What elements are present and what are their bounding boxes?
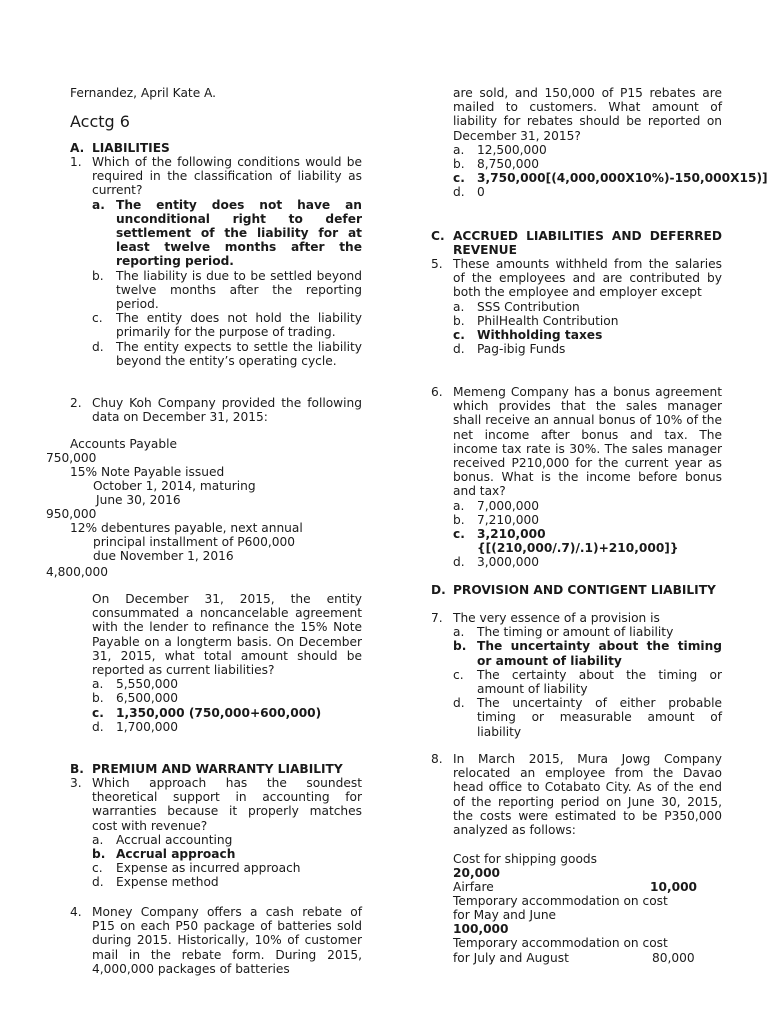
option-b: b. The liability is due to be settled beyond twelve months after the reporting period.	[92, 268, 362, 312]
question-4-continued	[453, 86, 768, 200]
option-b: b. PhilHealth Contribution	[453, 313, 619, 328]
question-number: 6.	[431, 385, 443, 399]
question-3	[70, 776, 362, 890]
question-number: 7.	[431, 611, 443, 625]
question-text: Which of the following conditions would be required in the classification of liability as current?	[92, 155, 362, 198]
temp-accommodation-1-line2: for May and June	[453, 908, 557, 922]
option-a: a. Accrual accounting	[92, 832, 233, 847]
question-text: The very essence of a provision is	[453, 611, 660, 625]
shipping-amount: 20,000	[453, 866, 501, 880]
author-name: Fernandez, April Kate A.	[70, 86, 217, 100]
question-2	[70, 396, 362, 424]
question-text: Money Company offers a cash rebate of P15 on each P50 package of batteries sold during 2015. Historically, 10% of customer mail in the rebate form. During 2015, 4,000,000 packages of batteries	[92, 905, 362, 976]
option-a-answer: a. The entity does not have an unconditional right to defer settlement of the liability for at least twelve months after the reporting period.	[92, 197, 362, 269]
question-number: 4.	[70, 905, 82, 919]
question-4	[70, 905, 362, 976]
question-text: are sold, and 150,000 of P15 rebates are mailed to customers. What amount of liability for rebates should be reported on December 31, 2015?	[453, 86, 722, 143]
question-number: 5.	[431, 257, 443, 271]
option-c-answer: c. 3,750,000[(4,000,000X10%)-150,000X15)]	[453, 171, 768, 186]
question-text: Which approach has the soundest theoretical support in accounting for warranties because it properly matches cost with revenue?	[92, 776, 362, 833]
temp-accommodation-1-line1: Temporary accommodation on cost	[453, 894, 668, 908]
option-b: b. 7,210,000	[453, 512, 540, 527]
option-c-answer: c. Withholding taxes	[453, 328, 603, 343]
note-payable-line2: October 1, 2014, maturing	[93, 479, 256, 493]
question-text: In March 2015, Mura Jowg Company relocated an employee from the Davao head office to Cotabato City. As of the end of the reporting period on June 30, 2015, the costs were estimated to be P350,000 analyzed as follows:	[453, 752, 722, 838]
question-6	[431, 385, 722, 570]
option-a: a. SSS Contribution	[453, 299, 580, 314]
option-a: a. 5,550,000	[92, 677, 179, 692]
section-title: LIABILITIES	[92, 141, 170, 155]
option-d: d. The uncertainty of either probable timing or measurable amount of liability	[453, 696, 722, 739]
temp-accommodation-2-line2: for July and August	[453, 951, 569, 965]
section-b-heading: B. PREMIUM AND WARRANTY LIABILITY	[70, 762, 343, 776]
question-number: 1.	[70, 155, 82, 169]
option-b-answer: b. The uncertainty about the timing or amount of liability	[453, 639, 722, 668]
note-payable-amount: 950,000	[46, 507, 97, 521]
question-number: 3.	[70, 776, 82, 790]
shipping-label: Cost for shipping goods	[453, 852, 597, 866]
accounts-payable-label: Accounts Payable	[70, 437, 178, 451]
option-c: c. Expense as incurred approach	[92, 861, 301, 876]
question-text: Memeng Company has a bonus agreement which provides that the sales manager shall receive an annual bonus of 10% of the net income after bonus and tax. The income tax rate is 30%. The sales manager received P210,000 for the current year as bonus. What is the income before bonus and tax?	[453, 385, 722, 499]
note-payable-line1: 15% Note Payable issued	[70, 465, 225, 479]
question-8	[431, 752, 722, 837]
question-5	[431, 257, 722, 356]
debentures-amount: 4,800,000	[46, 565, 109, 579]
option-b-answer: b. Accrual approach	[92, 847, 236, 862]
question-7	[431, 611, 722, 739]
option-c-answer: c. 1,350,000 (750,000+600,000)	[92, 705, 322, 720]
question-number: 2.	[70, 396, 82, 410]
section-d-heading: D. PROVISION AND CONTIGENT LIABILITY	[431, 583, 716, 597]
section-c-heading: C. ACCRUED LIABILITIES AND DEFERRED REVENUE	[431, 229, 722, 258]
section-letter: A.	[70, 141, 85, 155]
debentures-line2: principal installment of P600,000	[93, 535, 296, 549]
airfare-label: Airfare	[453, 880, 494, 894]
option-a: a. 12,500,000	[453, 142, 547, 157]
option-c-answer: c. 3,210,000 {[(210,000/.7)/.1)+210,000]}	[453, 527, 679, 556]
debentures-line1: 12% debentures payable, next annual	[70, 521, 303, 535]
temp-accommodation-1-amount: 100,000	[453, 922, 509, 936]
question-text: Chuy Koh Company provided the following data on December 31, 2015:	[92, 396, 362, 425]
option-c: c. The entity does not hold the liability primarily for the purpose of trading.	[92, 311, 362, 340]
airfare-amount: 10,000	[650, 880, 698, 894]
note-payable-line3: June 30, 2016	[96, 493, 181, 507]
option-d: d. 1,700,000	[92, 719, 179, 734]
option-b: b. 6,500,000	[92, 691, 179, 706]
question-text: These amounts withheld from the salaries of the employees and are contributed by both the employee and employer except	[453, 257, 722, 300]
temp-accommodation-2-amount: 80,000	[652, 951, 695, 965]
option-d: d. Expense method	[92, 875, 219, 890]
course-title: Acctg 6	[70, 112, 130, 131]
option-b: b. 8,750,000	[453, 157, 540, 172]
question-1	[70, 155, 362, 368]
option-a: a. 7,000,000	[453, 498, 540, 513]
option-d: d. The entity expects to settle the liability beyond the entity’s operating cycle.	[92, 339, 362, 368]
section-a-heading	[70, 141, 362, 155]
debentures-line3: due November 1, 2016	[93, 549, 234, 563]
option-d: d. 3,000,000	[453, 555, 540, 570]
question-2-body	[92, 592, 362, 734]
option-c: c. The certainty about the timing or amount of liability	[453, 667, 722, 697]
question-paragraph: On December 31, 2015, the entity consummated a noncancelable agreement with the lender to refinance the 15% Note Payable on a longterm basis. On December 31, 2015, what total amount should be reported as current liabilities?	[92, 592, 362, 678]
accounts-payable-amount: 750,000	[46, 451, 97, 465]
option-a: a. The timing or amount of liability	[453, 625, 674, 640]
option-d: d. 0	[453, 185, 485, 200]
question-number: 8.	[431, 752, 443, 766]
temp-accommodation-2-line1: Temporary accommodation on cost	[453, 936, 668, 950]
option-d: d. Pag-ibig Funds	[453, 342, 566, 357]
